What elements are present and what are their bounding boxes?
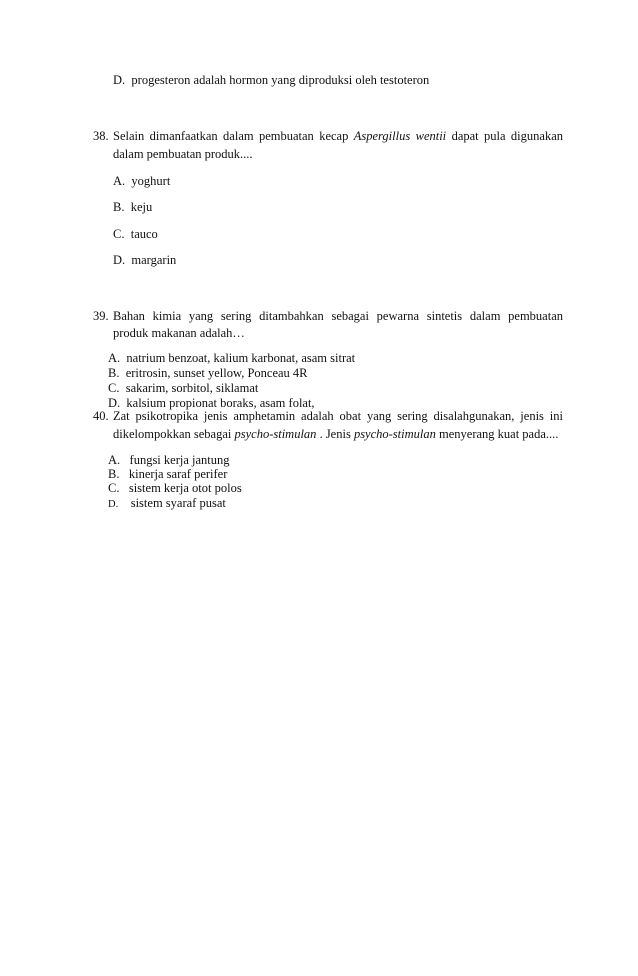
question-text-line1: Zat psikotropika jenis amphetamin adalah obat yang sering disalahgunakan, jenis ini xyxy=(113,409,563,423)
option-c: C. sistem kerja otot polos xyxy=(108,481,242,495)
question-number: 39. xyxy=(93,309,109,323)
option-a: A. natrium benzoat, kalium karbonat, asam sitrat xyxy=(108,351,356,365)
question-number: 40. xyxy=(93,409,109,423)
question-text-line2: dikelompokkan sebagai psycho-stimulan . Jenis psycho-stimulan menyerang kuat pada.... xyxy=(113,427,559,441)
option-label: D. xyxy=(113,73,126,87)
question-text-line2: produk makanan adalah… xyxy=(113,326,245,340)
prev-option-d xyxy=(113,73,429,88)
option-text: progesteron adalah hormon yang diproduksi oleh testoteron xyxy=(131,73,430,87)
option-b: B. kinerja saraf perifer xyxy=(108,467,228,481)
option-a: A. fungsi kerja jantung xyxy=(108,453,230,467)
option-b: B. eritrosin, sunset yellow, Ponceau 4R xyxy=(108,366,308,380)
option-d: D. margarin xyxy=(113,253,177,267)
option-d: D. kalsium propionat boraks, asam folat, xyxy=(108,396,315,410)
question-number: 38. xyxy=(93,129,109,143)
option-a: A. yoghurt xyxy=(113,174,171,188)
option-c: C. tauco xyxy=(113,227,158,241)
question-text-line2: dalam pembuatan produk.... xyxy=(113,147,253,161)
option-b: B. keju xyxy=(113,200,153,214)
question-text-line1: Bahan kimia yang sering ditambahkan sebagai pewarna sintetis dalam pembuatan xyxy=(113,309,563,323)
option-d: D. sistem syaraf pusat xyxy=(108,496,226,510)
option-c: C. sakarim, sorbitol, siklamat xyxy=(108,381,259,395)
question-text-line1: Selain dimanfaatkan dalam pembuatan kecap Aspergillus wentii dapat pula digunakan xyxy=(113,129,563,143)
